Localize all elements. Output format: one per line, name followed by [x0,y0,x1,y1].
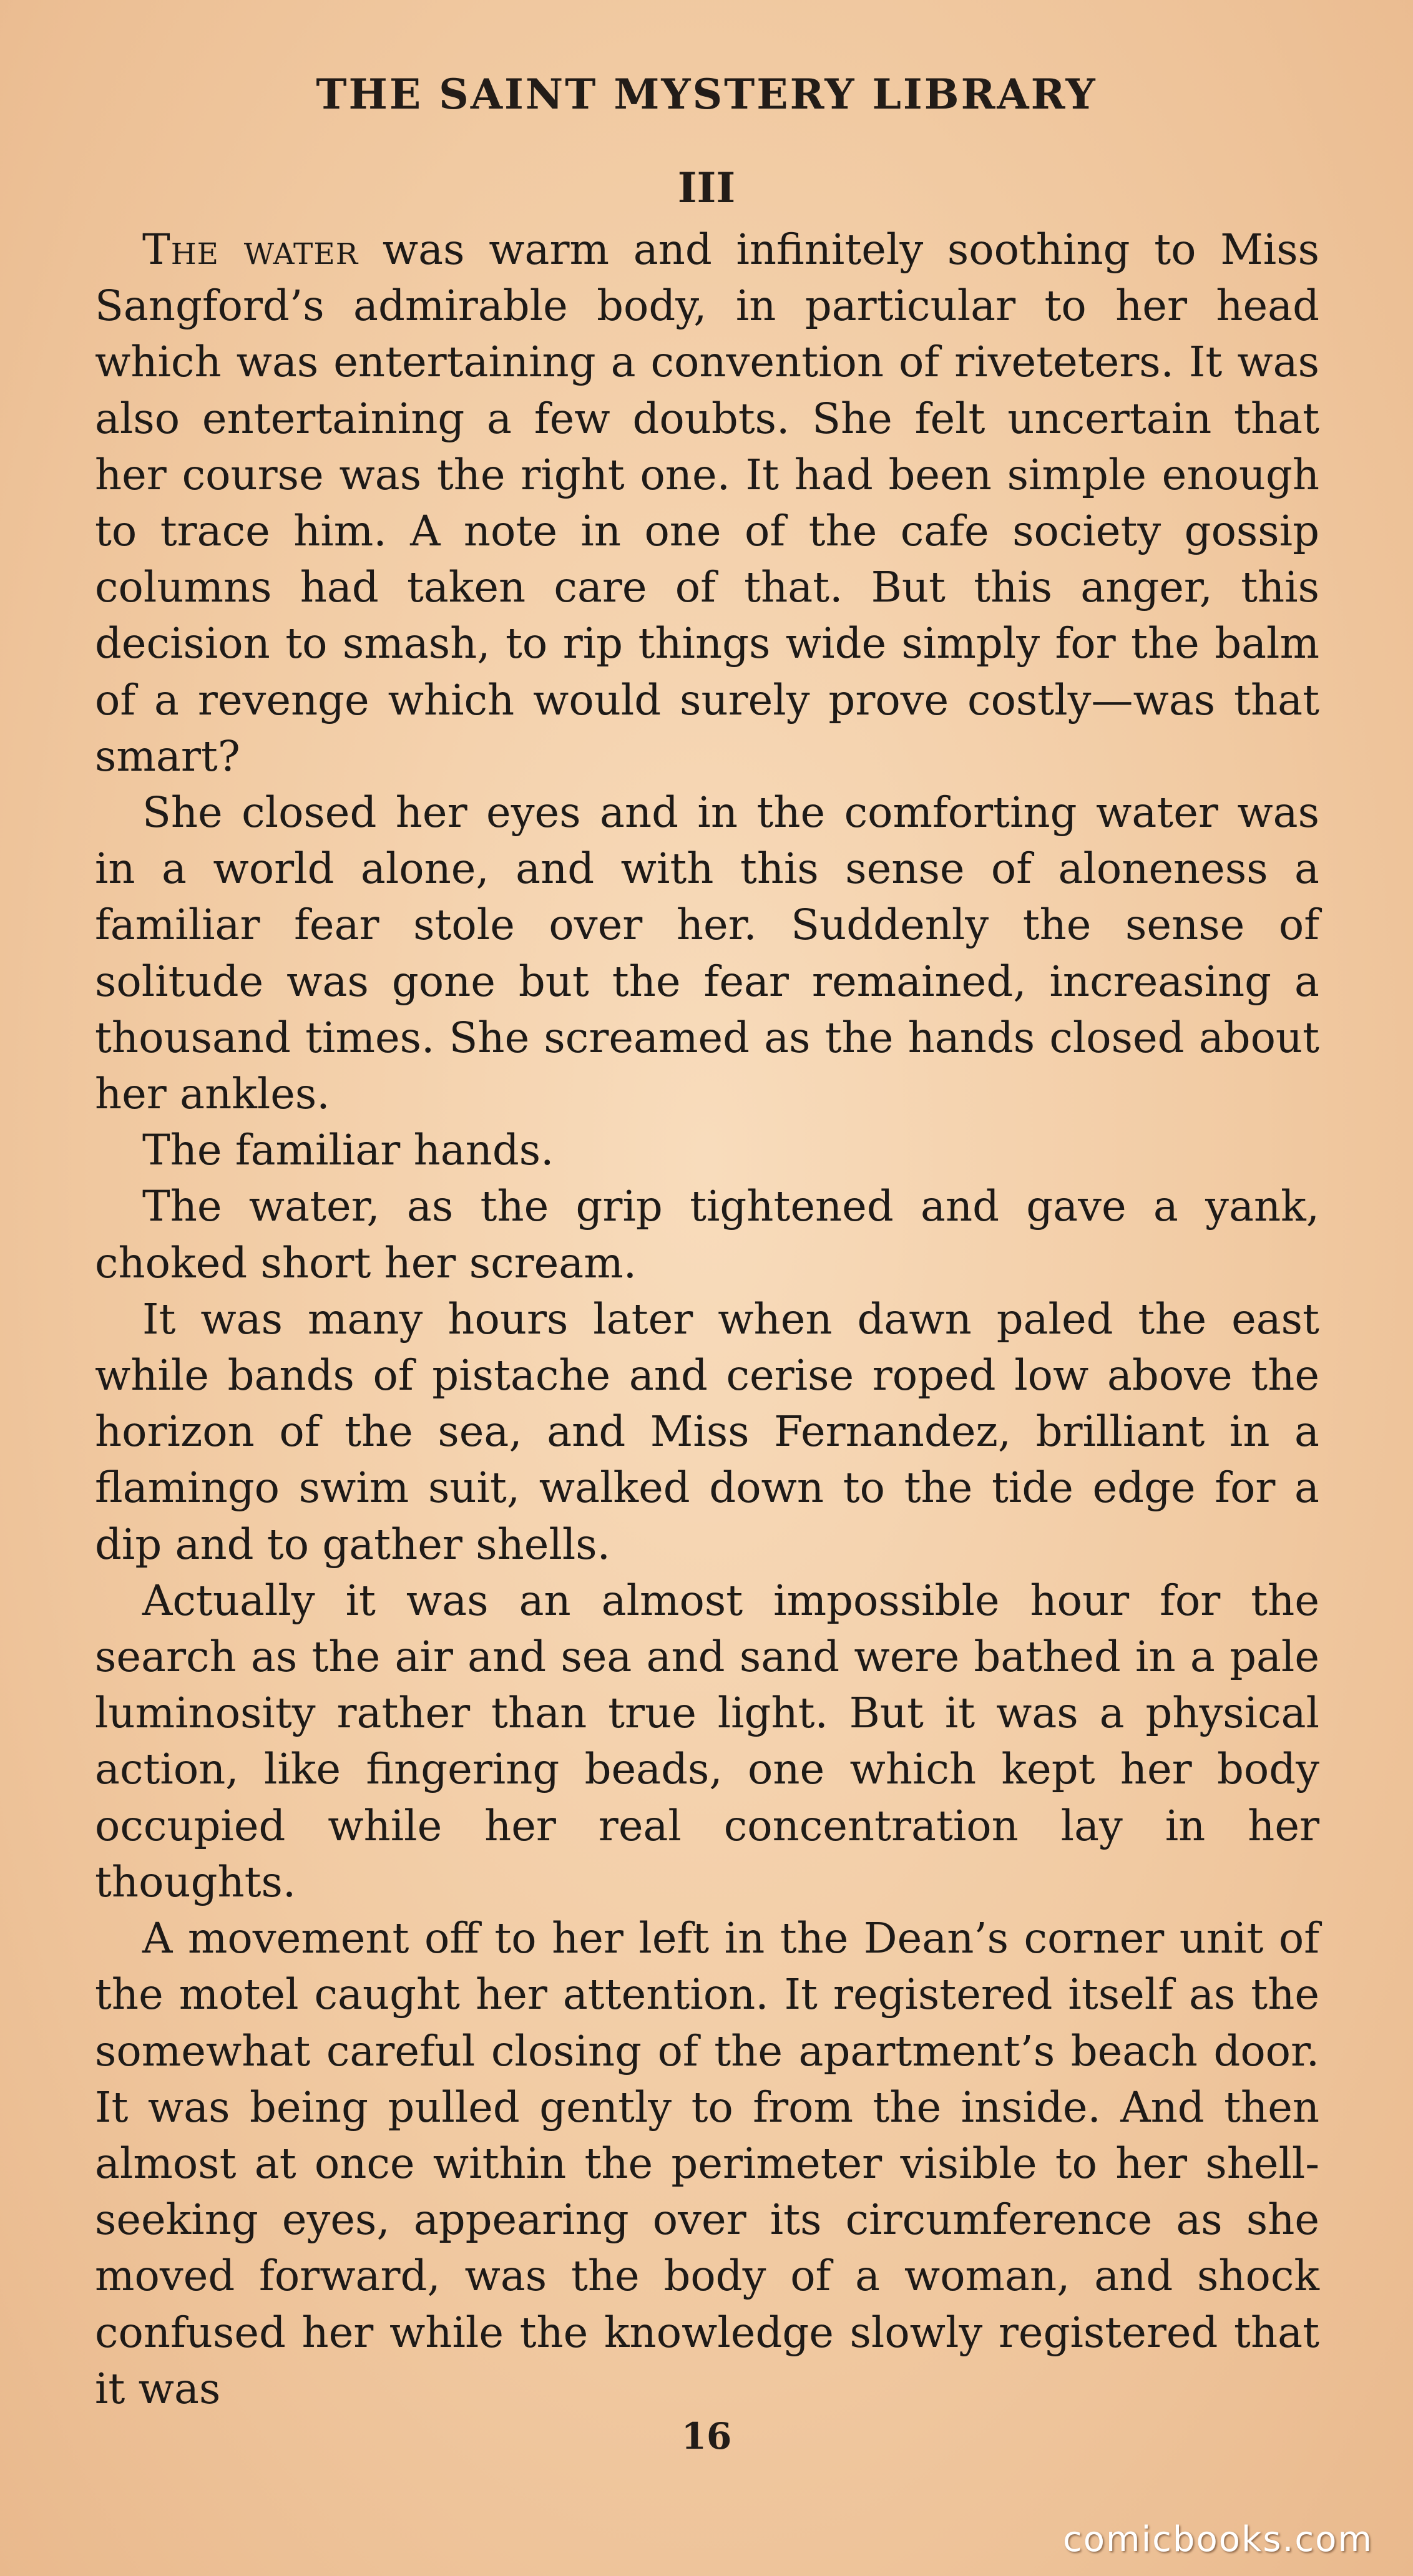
paragraph-7: A movement off to her left in the Dean’s corner unit of the motel caught her attention. It registered itself as the somewhat careful closing of the apartment’s beach door. It was being pulled gently to from the inside. And then almost at once within the perimeter visible to her shell-seeking eyes, appearing over its circumference as she moved forward, was the body of a woman, and shock confused her while the knowledge slowly registered that it was [95,1914,1319,2413]
paragraph-5: It was many hours later when dawn paled the east while bands of pistache and cerise roped low above the horizon of the sea, and Miss Fernandez, brilliant in a flamingo swim suit, walked down to the tide edge for a dip and to gather shells. [95,1294,1319,1569]
watermark: comicbooks.com [1062,2519,1373,2560]
paragraph-text: was warm and infinitely soothing to Miss Sangford’s admirable body, in particular to her head which was entertaining a convention of riveteters. It was also entertaining a few doubts. She felt uncertain that her course was the right one. It had been simple enough to trace him. A note in one of the cafe society gossip columns had taken care of that. But this anger, this decision to smash, to rip things wide simply for the balm of a revenge which would surely prove costly—was that smart? [95,225,1319,781]
running-head: THE SAINT MYSTERY LIBRARY [316,70,1097,119]
paragraph-lead-in: The water [142,225,359,274]
chapter-number: III [677,163,736,212]
paragraph-4: The water, as the grip tightened and gave a yank, choked short her scream. [95,1182,1319,1287]
page-number: 16 [681,2415,732,2457]
body-text [95,222,1319,2417]
paragraph-2: She closed her eyes and in the comforting water was in a world alone, and with this sense of aloneness a familiar fear stole over her. Suddenly the sense of solitude was gone but the fear remained, increasing a thousand times. She screamed as the hands closed about her ankles. [95,788,1319,1119]
paragraph-6: Actually it was an almost impossible hour for the search as the air and sea and sand were bathed in a pale luminosity rather than true light. But it was a physical action, like fingering beads, one which kept her body occupied while her real concentration lay in her thoughts. [95,1576,1319,1906]
paragraph-3: The familiar hands. [142,1126,554,1175]
paragraph-1 [95,222,1319,784]
